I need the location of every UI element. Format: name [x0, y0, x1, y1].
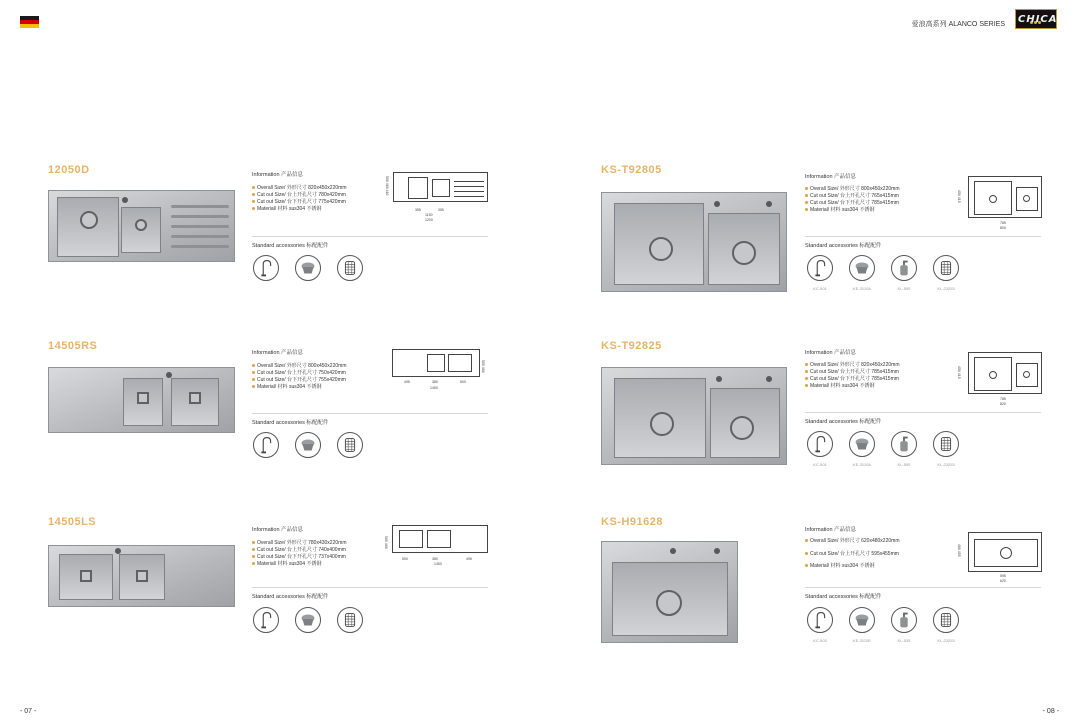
information-title: Information 产品信息 [805, 174, 857, 180]
dimension-outer: 620 [1000, 579, 1006, 583]
divider [805, 236, 1041, 237]
spec-item: Cut out Size/ 台下开孔尺寸 785x415mm [805, 200, 899, 207]
faucet-icon [253, 607, 279, 633]
page-number-right: - 08 - [1042, 708, 1059, 715]
spec-item: Overall Size/ 外形尺寸 800x450x220mm [252, 363, 346, 370]
spec-item: Cut out Size/ 台下开孔尺寸 785x415mm [805, 376, 899, 383]
dimension-outer: 800 [1000, 226, 1006, 230]
dimension-side: 450 415 [957, 366, 961, 379]
technical-drawing [392, 349, 480, 377]
germany-flag-icon [20, 16, 39, 28]
basket-strainer-icon [295, 432, 321, 458]
model-name: KS-T92825 [601, 340, 662, 352]
faucet-icon [807, 431, 833, 457]
spec-item: Cut out Size/ 台上开孔尺寸 780x420mm [252, 192, 346, 199]
dimension-side: 505 466 [481, 360, 485, 373]
accessory-code: KL-555 [897, 286, 911, 291]
divider [252, 236, 488, 237]
dimension-side: 505 466 [384, 536, 388, 549]
basket-strainer-icon [849, 431, 875, 457]
information-title: Information 产品信息 [252, 527, 304, 533]
spec-item: Cut out Size/ 台上开孔尺寸 785x415mm [805, 369, 899, 376]
faucet-icon [807, 255, 833, 281]
accessory-code: KC-501 [813, 462, 827, 467]
accessories-title: Standard accessories 标配配件 [252, 243, 329, 249]
dimension-mid: 380 [432, 380, 438, 384]
basket-strainer-icon [295, 607, 321, 633]
accessories-title: Standard accessories 标配配件 [805, 594, 882, 600]
accessory-code: KC-503 [813, 638, 827, 643]
dimension-left: 355 [415, 208, 421, 212]
product-photo [48, 545, 235, 607]
sink-grid-icon [933, 255, 959, 281]
product-photo [48, 367, 235, 433]
accessory-code: KL-23253 [937, 462, 955, 467]
spec-item: Cut out Size/ 台下开孔尺寸 737x400mm [252, 554, 346, 561]
dimension-side: 480 455 [957, 544, 961, 557]
spec-item: Cut out Size/ 台下开孔尺寸 775x420mm [252, 199, 346, 206]
spec-item: Material/ 材料 sus304 不锈钢 [252, 561, 346, 568]
information-title: Information 产品信息 [252, 172, 304, 178]
model-name: 12050D [48, 164, 90, 176]
faucet-icon [253, 255, 279, 281]
accessory-code: KE-3110E [853, 638, 871, 643]
dimension-total: 1450 [430, 386, 438, 390]
faucet-icon [253, 432, 279, 458]
spec-item: Material/ 材料 sus304 不锈钢 [805, 207, 899, 214]
soap-dispenser-icon [891, 255, 917, 281]
accessory-code: KC-501 [813, 286, 827, 291]
dimension-inner: 765 [1000, 221, 1006, 225]
spec-item: Material/ 材料 sus304 不锈钢 [805, 383, 899, 390]
information-title: Information 产品信息 [805, 350, 857, 356]
accessory-code: KE-3110A [853, 462, 871, 467]
sink-grid-icon [337, 255, 363, 281]
spec-list [252, 540, 346, 568]
dimension-left: 500 [402, 557, 408, 561]
soap-dispenser-icon [891, 607, 917, 633]
dimension-mid: 355 [438, 208, 444, 212]
product-photo [48, 190, 235, 262]
information-title: Information 产品信息 [252, 350, 304, 356]
basket-strainer-icon [295, 255, 321, 281]
technical-drawing [968, 176, 1042, 218]
accessories-title: Standard accessories 标配配件 [805, 419, 882, 425]
spec-item: Material/ 材料 sus304 不锈钢 [805, 560, 899, 573]
spec-item: Cut out Size/ 台下开孔尺寸 755x420mm [252, 377, 346, 384]
divider [252, 413, 488, 414]
spec-list [805, 186, 899, 214]
spec-item: Overall Size/ 外形尺寸 800x450x220mm [805, 186, 899, 193]
brand-logo-text: CHICA [1018, 14, 1058, 25]
basket-strainer-icon [849, 255, 875, 281]
dimension-side: 450 415 [957, 190, 961, 203]
divider [252, 587, 488, 588]
divider [805, 587, 1041, 588]
dimension-inner: 595 [1000, 574, 1006, 578]
model-name: KS-H91628 [601, 516, 663, 528]
brand-logo [1015, 9, 1057, 29]
divider [805, 412, 1041, 413]
spec-item: Overall Size/ 外形尺寸 620x480x220mm [805, 535, 899, 548]
product-photo [601, 367, 787, 465]
page-number-left: - 07 - [20, 708, 37, 715]
technical-drawing [393, 172, 488, 202]
sink-grid-icon [337, 607, 363, 633]
spec-list [252, 363, 346, 391]
faucet-icon [807, 607, 833, 633]
spec-item: Overall Size/ 外形尺寸 820x450x220mm [252, 185, 346, 192]
spec-item: Overall Size/ 外形尺寸 820x450x220mm [805, 362, 899, 369]
spec-list [252, 185, 346, 213]
product-photo [601, 192, 787, 292]
dimension-right: 500 [460, 380, 466, 384]
technical-drawing [968, 532, 1042, 572]
dimension-total: 1150 [425, 213, 433, 217]
information-title: Information 产品信息 [805, 527, 857, 533]
dimension-total: 1450 [434, 562, 442, 566]
spec-list [805, 362, 899, 390]
series-title: 爱浪高系列 ALANCO SERIES [911, 21, 1005, 28]
basket-strainer-icon [849, 607, 875, 633]
dimension-right: 495 [466, 557, 472, 561]
accessory-code: KL-23253 [937, 286, 955, 291]
model-name: KS-T92805 [601, 164, 662, 176]
dimension-side: 500 460 416 [385, 176, 389, 196]
sink-grid-icon [933, 607, 959, 633]
sink-grid-icon [337, 432, 363, 458]
dimension-total: 1200 [425, 218, 433, 222]
technical-drawing [392, 525, 488, 553]
accessory-code: KE-3110A [853, 286, 871, 291]
soap-dispenser-icon [891, 431, 917, 457]
accessories-title: Standard accessories 标配配件 [805, 243, 882, 249]
accessory-code: KL-535 [897, 638, 911, 643]
product-photo [601, 541, 738, 643]
accessories-title: Standard accessories 标配配件 [252, 594, 329, 600]
accessories-title: Standard accessories 标配配件 [252, 420, 329, 426]
spec-item: Cut out Size/ 台上开孔尺寸 740x400mm [252, 547, 346, 554]
dimension-outer: 820 [1000, 402, 1006, 406]
spec-item: Material/ 材料 sus304 不锈钢 [252, 206, 346, 213]
model-name: 14505RS [48, 340, 98, 352]
spec-item: Overall Size/ 外形尺寸 780x430x220mm [252, 540, 346, 547]
dimension-inner: 785 [1000, 397, 1006, 401]
sink-grid-icon [933, 431, 959, 457]
accessory-code: KL-555 [897, 462, 911, 467]
dimension-left: 495 [404, 380, 410, 384]
model-name: 14505LS [48, 516, 97, 528]
spec-item: Cut out Size/ 台上开孔尺寸 765x415mm [805, 193, 899, 200]
spec-list [805, 535, 899, 573]
spec-item: Cut out Size/ 台上开孔尺寸 595x455mm [805, 548, 899, 561]
dimension-mid: 380 [432, 557, 438, 561]
spec-item: Material/ 材料 sus304 不锈钢 [252, 384, 346, 391]
technical-drawing [968, 352, 1042, 394]
spec-item: Cut out Size/ 台上开孔尺寸 750x420mm [252, 370, 346, 377]
accessory-code: KL-23253 [937, 638, 955, 643]
